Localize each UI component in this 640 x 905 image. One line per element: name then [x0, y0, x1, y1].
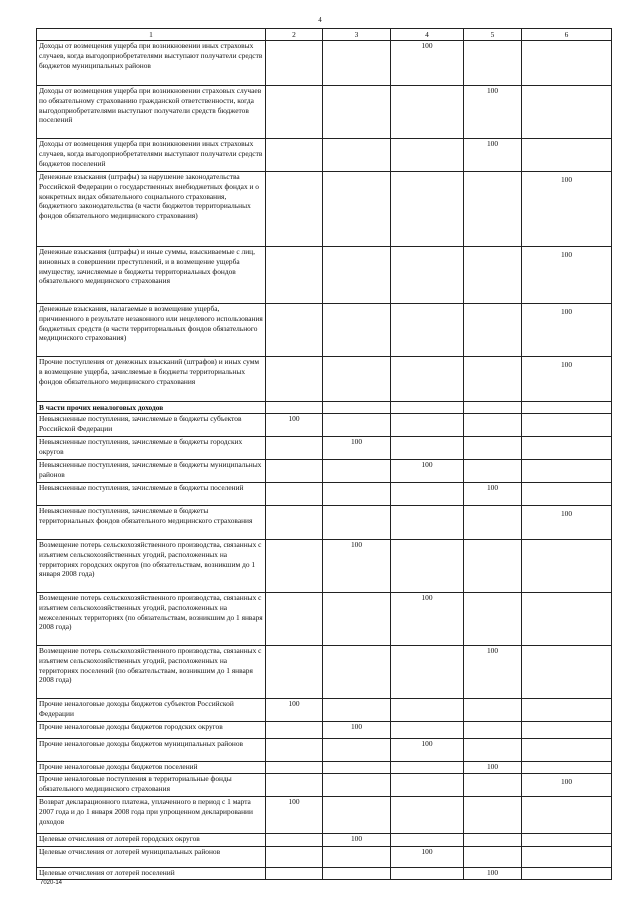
percent-cell — [522, 483, 612, 506]
footer-code: 7020-14 — [40, 880, 63, 886]
revenue-description: Невыясненные поступления, зачисляемые в бюджеты субъектов Российской Федерации — [37, 414, 266, 437]
percent-cell — [464, 247, 522, 304]
revenue-description: Прочие неналоговые доходы бюджетов субъектов Российской Федерации — [37, 699, 266, 722]
revenue-description: Невыясненные поступления, зачисляемые в бюджеты поселений — [37, 483, 266, 506]
percent-cell — [323, 774, 391, 797]
percent-cell — [522, 593, 612, 646]
table-row — [37, 722, 612, 739]
percent-cell — [266, 739, 323, 762]
percent-cell — [464, 172, 522, 247]
percent-cell — [266, 41, 323, 86]
revenue-description: Прочие неналоговые доходы бюджетов муниципальных районов — [37, 739, 266, 762]
percent-cell: 100 — [323, 722, 391, 739]
percent-cell — [266, 460, 323, 483]
percent-cell — [266, 722, 323, 739]
revenue-description: Денежные взыскания (штрафы) и иные суммы, взыскиваемые с лиц, виновных в совершении преступлений, и в возмещение ущерба имуществу, зачисляемые в бюджеты территориальных фондов обязательного медицинского страхования — [37, 247, 266, 304]
revenue-description: Невыясненные поступления, зачисляемые в бюджеты муниципальных районов — [37, 460, 266, 483]
percent-cell — [522, 139, 612, 172]
revenue-description: Доходы от возмещения ущерба при возникновении иных страховых случаев, когда выгодоприобретателями выступают получатели средств бюджетов поселений — [37, 139, 266, 172]
percent-cell — [323, 139, 391, 172]
table-body — [37, 41, 612, 880]
percent-cell — [323, 699, 391, 722]
percent-cell: 100 — [522, 304, 612, 357]
section-title: В части прочих неналоговых доходов — [37, 402, 266, 414]
table-row — [37, 86, 612, 139]
percent-cell — [266, 868, 323, 880]
percent-cell: 100 — [522, 247, 612, 304]
percent-cell — [391, 247, 464, 304]
table-row — [37, 739, 612, 762]
percent-cell — [464, 41, 522, 86]
table-row — [37, 41, 612, 86]
revenue-description: Доходы от возмещения ущерба при возникновении страховых случаев по обязательному страхованию гражданской ответственности, когда выгодоприобретателями выступают получатели средств бюджетов поселений — [37, 86, 266, 139]
revenue-description: Возмещение потерь сельскохозяйственного производства, связанных с изъятием сельскохозяйственных угодий, расположенных на территориях поселений (по обязательствам, возникшим до 1 января 2008 года) — [37, 646, 266, 699]
percent-cell: 100 — [391, 593, 464, 646]
percent-cell — [323, 247, 391, 304]
percent-cell — [391, 774, 464, 797]
percent-cell — [391, 483, 464, 506]
column-header: 6 — [522, 29, 612, 41]
percent-cell — [522, 762, 612, 774]
revenue-description: Возмещение потерь сельскохозяйственного производства, связанных с изъятием сельскохозяйственных угодий, расположенных на территориях городских округов (по обязательствам, возникшим до 1 января 2008 года) — [37, 540, 266, 593]
page-number: 4 — [318, 16, 322, 24]
column-header: 2 — [266, 29, 323, 41]
percent-cell — [464, 847, 522, 868]
percent-cell — [391, 172, 464, 247]
table-row — [37, 762, 612, 774]
percent-cell — [522, 646, 612, 699]
table-row — [37, 460, 612, 483]
percent-cell — [266, 593, 323, 646]
table-row — [37, 834, 612, 847]
percent-cell — [391, 762, 464, 774]
percent-cell — [391, 139, 464, 172]
percent-cell — [266, 483, 323, 506]
percent-cell — [522, 739, 612, 762]
percent-cell — [464, 722, 522, 739]
percent-cell — [464, 540, 522, 593]
percent-cell — [323, 797, 391, 834]
percent-cell — [522, 41, 612, 86]
table-row — [37, 172, 612, 247]
revenue-description: Прочие поступления от денежных взысканий (штрафов) и иных сумм в возмещение ущерба, зачисляемые в бюджеты территориальных фондов обязательного медицинского страхования — [37, 357, 266, 402]
percent-cell: 100 — [391, 739, 464, 762]
percent-cell — [323, 86, 391, 139]
percent-cell — [323, 646, 391, 699]
revenue-description: Возврат декларационного платежа, уплаченного в период с 1 марта 2007 года и до 1 января 2008 года при упрощенном декларировании доходов — [37, 797, 266, 834]
column-header: 1 — [37, 29, 266, 41]
table-row — [37, 506, 612, 540]
percent-cell — [522, 699, 612, 722]
percent-cell — [391, 506, 464, 540]
percent-cell: 100 — [323, 437, 391, 460]
percent-cell — [464, 834, 522, 847]
percent-cell — [391, 722, 464, 739]
table-row — [37, 414, 612, 437]
percent-cell — [266, 437, 323, 460]
percent-cell — [391, 357, 464, 402]
percent-cell — [391, 86, 464, 139]
percent-cell — [266, 762, 323, 774]
percent-cell — [323, 357, 391, 402]
revenue-description: Прочие неналоговые доходы бюджетов городских округов — [37, 722, 266, 739]
percent-cell — [266, 402, 323, 414]
percent-cell: 100 — [266, 414, 323, 437]
percent-cell: 100 — [522, 172, 612, 247]
percent-cell: 100 — [266, 699, 323, 722]
percent-cell: 100 — [464, 868, 522, 880]
table-row — [37, 437, 612, 460]
percent-cell: 100 — [522, 357, 612, 402]
percent-cell — [266, 304, 323, 357]
percent-cell — [266, 357, 323, 402]
percent-cell — [323, 402, 391, 414]
percent-cell: 100 — [522, 506, 612, 540]
revenue-description: Доходы от возмещения ущерба при возникновении иных страховых случаев, когда выгодоприобретателями выступают получатели средств бюджетов муниципальных районов — [37, 41, 266, 86]
percent-cell — [522, 402, 612, 414]
percent-cell — [522, 834, 612, 847]
percent-cell — [464, 460, 522, 483]
percent-cell — [323, 762, 391, 774]
percent-cell — [266, 834, 323, 847]
percent-cell — [323, 593, 391, 646]
percent-cell — [391, 699, 464, 722]
percent-cell — [391, 402, 464, 414]
percent-cell — [464, 593, 522, 646]
percent-cell — [323, 739, 391, 762]
percent-cell — [464, 414, 522, 437]
percent-cell — [391, 868, 464, 880]
revenue-description: Денежные взыскания (штрафы) за нарушение законодательства Российской Федерации о государственных внебюджетных фондах и о конкретных видах обязательного социального страхования, бюджетного законодательства (в части бюджетов территориальных фондов обязательного медицинского страхования) — [37, 172, 266, 247]
percent-cell: 100 — [522, 774, 612, 797]
percent-cell — [266, 506, 323, 540]
percent-cell: 100 — [266, 797, 323, 834]
percent-cell — [323, 460, 391, 483]
percent-cell: 100 — [391, 460, 464, 483]
table-row — [37, 847, 612, 868]
percent-cell — [266, 847, 323, 868]
revenue-description: Невыясненные поступления, зачисляемые в бюджеты территориальных фондов обязательного медицинского страхования — [37, 506, 266, 540]
table-row — [37, 540, 612, 593]
column-header: 4 — [391, 29, 464, 41]
table-row — [37, 699, 612, 722]
percent-cell: 100 — [391, 41, 464, 86]
percent-cell — [266, 540, 323, 593]
percent-cell — [522, 414, 612, 437]
percent-cell — [464, 739, 522, 762]
table-row — [37, 646, 612, 699]
table-row — [37, 139, 612, 172]
percent-cell — [391, 304, 464, 357]
percent-cell — [522, 437, 612, 460]
revenue-description: Целевые отчисления от лотерей поселений — [37, 868, 266, 880]
percent-cell — [266, 86, 323, 139]
revenue-description: Прочие неналоговые доходы бюджетов поселений — [37, 762, 266, 774]
percent-cell — [391, 646, 464, 699]
percent-cell — [323, 414, 391, 437]
percent-cell — [464, 304, 522, 357]
percent-cell: 100 — [323, 540, 391, 593]
revenue-description: Прочие неналоговые поступления в территориальные фонды обязательного медицинского страхования — [37, 774, 266, 797]
table-row — [37, 304, 612, 357]
percent-cell — [464, 506, 522, 540]
revenue-description: Целевые отчисления от лотерей муниципальных районов — [37, 847, 266, 868]
percent-cell — [266, 139, 323, 172]
percent-cell: 100 — [464, 646, 522, 699]
percent-cell — [464, 774, 522, 797]
table-row — [37, 483, 612, 506]
percent-cell — [323, 172, 391, 247]
revenue-distribution-table — [36, 28, 612, 880]
percent-cell — [323, 506, 391, 540]
revenue-description: Денежные взыскания, налагаемые в возмещение ущерба, причиненного в результате незаконного или нецелевого использования бюджетных средств (в части территориальных фондов обязательного медицинского страхования) — [37, 304, 266, 357]
percent-cell — [522, 868, 612, 880]
percent-cell — [323, 868, 391, 880]
table-row — [37, 774, 612, 797]
percent-cell — [464, 797, 522, 834]
percent-cell — [464, 437, 522, 460]
percent-cell — [266, 646, 323, 699]
percent-cell — [522, 86, 612, 139]
revenue-description: Целевые отчисления от лотерей городских округов — [37, 834, 266, 847]
percent-cell — [323, 847, 391, 868]
percent-cell — [522, 460, 612, 483]
table-row — [37, 593, 612, 646]
percent-cell — [522, 540, 612, 593]
percent-cell — [323, 304, 391, 357]
percent-cell — [464, 402, 522, 414]
percent-cell — [323, 483, 391, 506]
percent-cell: 100 — [464, 483, 522, 506]
percent-cell — [464, 357, 522, 402]
percent-cell — [266, 247, 323, 304]
table-row — [37, 868, 612, 880]
percent-cell: 100 — [464, 86, 522, 139]
percent-cell — [266, 172, 323, 247]
percent-cell — [391, 834, 464, 847]
revenue-description: Возмещение потерь сельскохозяйственного производства, связанных с изъятием сельскохозяйственных угодий, расположенных на межселенных территориях (по обязательствам, возникшим до 1 января 2008 года) — [37, 593, 266, 646]
percent-cell: 100 — [323, 834, 391, 847]
percent-cell: 100 — [464, 762, 522, 774]
table-row — [37, 247, 612, 304]
percent-cell — [391, 540, 464, 593]
percent-cell — [323, 41, 391, 86]
percent-cell — [464, 699, 522, 722]
table-row — [37, 797, 612, 834]
percent-cell — [522, 847, 612, 868]
percent-cell: 100 — [391, 847, 464, 868]
section-row — [37, 402, 612, 414]
percent-cell — [522, 722, 612, 739]
percent-cell — [391, 437, 464, 460]
table-row — [37, 357, 612, 402]
column-header: 5 — [464, 29, 522, 41]
header-row — [37, 29, 612, 41]
revenue-description: Невыясненные поступления, зачисляемые в бюджеты городских округов — [37, 437, 266, 460]
percent-cell — [266, 774, 323, 797]
percent-cell — [391, 414, 464, 437]
percent-cell: 100 — [464, 139, 522, 172]
percent-cell — [522, 797, 612, 834]
column-header: 3 — [323, 29, 391, 41]
percent-cell — [391, 797, 464, 834]
